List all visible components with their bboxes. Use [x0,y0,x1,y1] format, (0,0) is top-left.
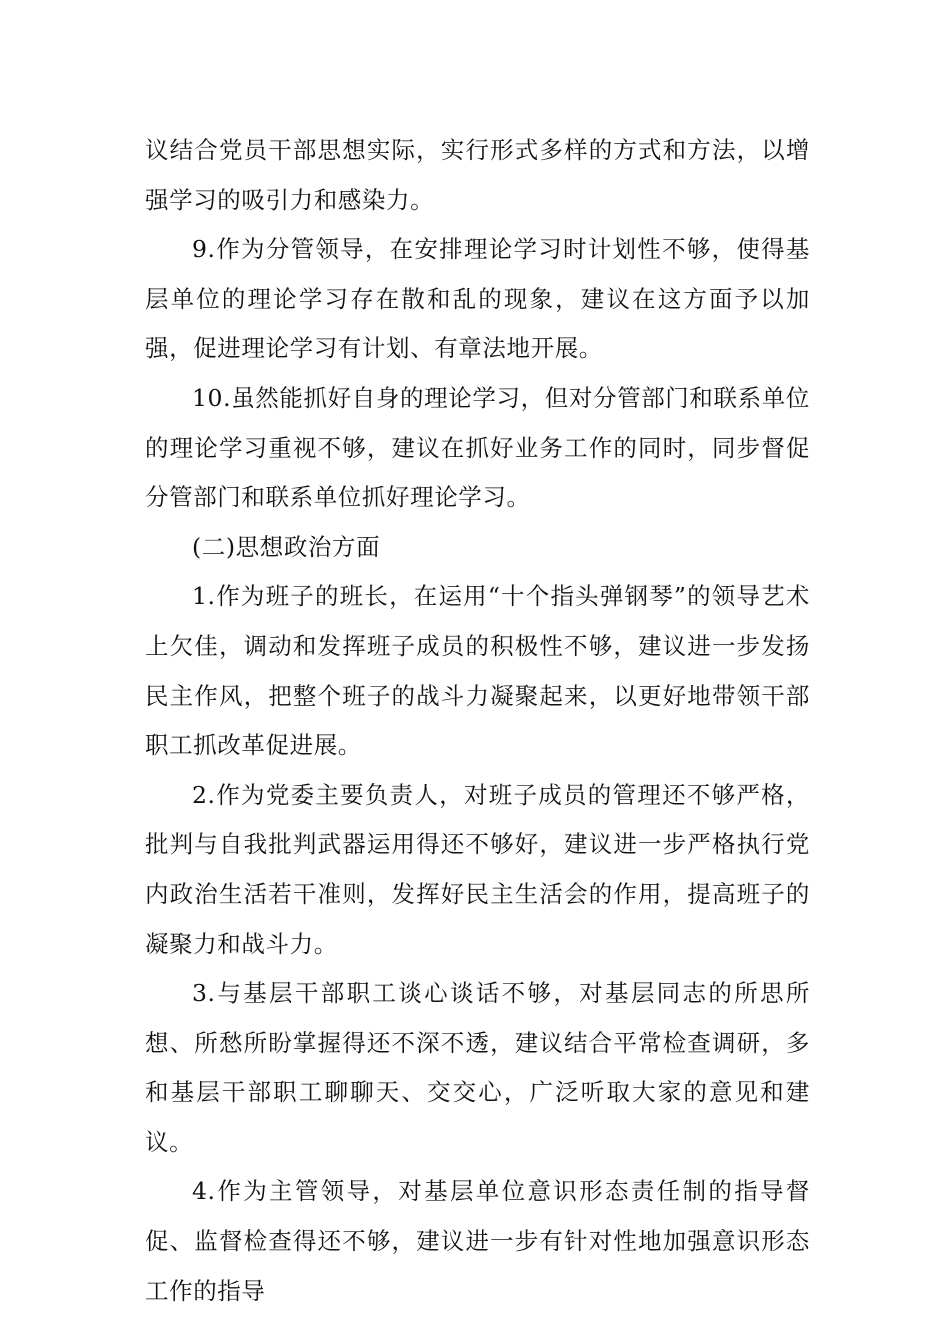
paragraph-item-1: 1.作为班子的班长，在运用“十个指头弹钢琴”的领导艺术上欠佳，调动和发挥班子成员的积极性不够，建议进一步发扬民主作风，把整个班子的战斗力凝聚起来，以更好地带领干部职工抓改革促进展。 [145,582,810,760]
paragraph-item-4: 4.作为主管领导，对基层单位意识形态责任制的指导督促、监督检查得还不够，建议进一步有针对性地加强意识形态工作的指导 [145,1177,810,1305]
paragraph-item-10: 10.虽然能抓好自身的理论学习，但对分管部门和联系单位的理论学习重视不够，建议在抓好业务工作的同时，同步督促分管部门和联系单位抓好理论学习。 [145,383,810,512]
paragraph-item-9: 9.作为分管领导，在安排理论学习时计划性不够，使得基层单位的理论学习存在散和乱的现象，建议在这方面予以加强，促进理论学习有计划、有章法地开展。 [145,235,810,363]
paragraph-item-2: 2.作为党委主要负责人，对班子成员的管理还不够严格，批判与自我批判武器运用得还不够好，建议进一步严格执行党内政治生活若干准则，发挥好民主生活会的作用，提高班子的凝聚力和战斗力。 [145,780,810,958]
section-heading-ideology-politics: (二)思想政治方面 [192,532,381,561]
paragraph-item-3: 3.与基层干部职工谈心谈话不够，对基层同志的所思所想、所愁所盼掌握得还不深不透，建议结合平常检查调研，多和基层干部职工聊聊天、交交心，广泛听取大家的意见和建议。 [145,979,810,1156]
document-body [145,126,810,1316]
paragraph-continuation: 议结合党员干部思想实际，实行形式多样的方式和方法，以增强学习的吸引力和感染力。 [145,136,810,214]
